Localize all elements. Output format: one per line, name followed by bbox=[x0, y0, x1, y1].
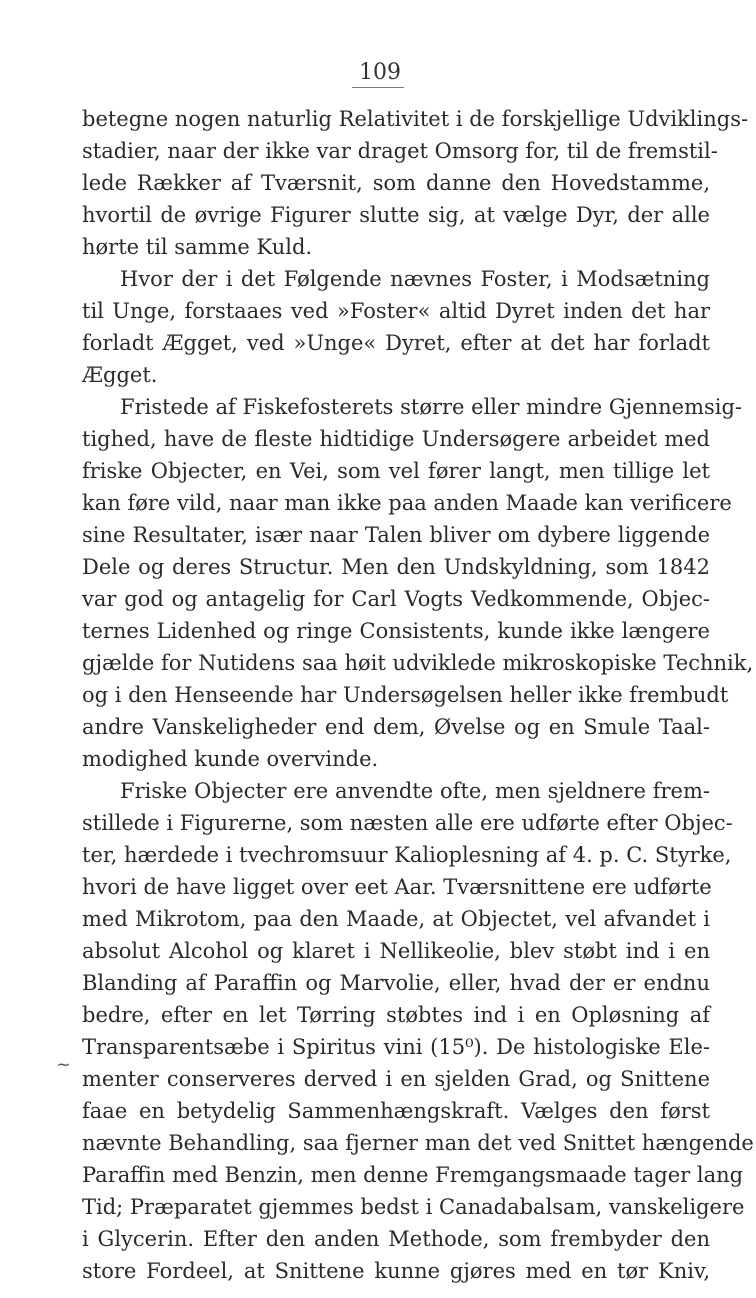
text-line: Blanding af Paraffin og Marvolie, eller, hvad der er endnu bbox=[82, 971, 710, 995]
text-line: ternes Lidenhed og ringe Consistents, kunde ikke længere bbox=[82, 619, 710, 643]
text-line: i Glycerin. Efter den anden Methode, som frembyder den bbox=[82, 1227, 710, 1251]
page-number-underline bbox=[352, 87, 404, 88]
margin-mark: ~ bbox=[56, 1054, 72, 1075]
page-number: 109 bbox=[359, 60, 401, 85]
text-line: lede Rækker af Tværsnit, som danne den Hovedstamme, bbox=[82, 171, 710, 195]
text-line: absolut Alcohol og klaret i Nellikeolie, blev støbt ind i en bbox=[82, 939, 710, 963]
text-line: Fristede af Fiskefosterets større eller mindre Gjennemsig- bbox=[120, 395, 743, 419]
text-line: sine Resultater, især naar Talen bliver om dybere liggende bbox=[82, 523, 710, 547]
text-line: gjælde for Nutidens saa høit udviklede mikroskopiske Technik, bbox=[82, 651, 754, 675]
text-line: andre Vanskeligheder end dem, Øvelse og en Smule Taal- bbox=[82, 715, 710, 739]
text-line: Dele og deres Structur. Men den Undskyldning, som 1842 bbox=[82, 555, 710, 579]
text-line: hvori de have ligget over eet Aar. Tværsnittene ere udførte bbox=[82, 875, 712, 899]
text-line: kan føre vild, naar man ikke paa anden Maade kan verificere bbox=[82, 491, 732, 515]
text-line: store Fordeel, at Snittene kunne gjøres med en tør Kniv, bbox=[82, 1259, 710, 1283]
text-line: med Mikrotom, paa den Maade, at Objectet, vel afvandet i bbox=[82, 907, 710, 931]
text-line: og i den Henseende har Undersøgelsen heller ikke frembudt bbox=[82, 683, 729, 707]
text-line: Paraffin med Benzin, men denne Fremgangsmaade tager lang bbox=[82, 1163, 744, 1187]
text-line: faae en betydelig Sammenhængskraft. Vælges den først bbox=[82, 1099, 710, 1123]
text-line: Transparentsæbe i Spiritus vini (15⁰). De histologiske Ele- bbox=[82, 1035, 710, 1059]
text-line: Friske Objecter ere anvendte ofte, men sjeldnere frem- bbox=[120, 779, 710, 803]
text-line: nævnte Behandling, saa fjerner man det ved Snittet hængende bbox=[82, 1131, 754, 1155]
text-line: menter conserveres derved i en sjelden Grad, og Snittene bbox=[82, 1067, 710, 1091]
text-line: tighed, have de fleste hidtidige Undersøgere arbeidet med bbox=[82, 427, 710, 451]
text-line: bedre, efter en let Tørring støbtes ind i en Opløsning af bbox=[82, 1003, 710, 1027]
text-line: modighed kunde overvinde. bbox=[82, 747, 379, 771]
text-line: Hvor der i det Følgende nævnes Foster, i Modsætning bbox=[120, 267, 710, 291]
text-line: var god og antagelig for Carl Vogts Vedkommende, Objec- bbox=[82, 587, 710, 611]
text-line: friske Objecter, en Vei, som vel fører langt, men tillige let bbox=[82, 459, 710, 483]
text-line: forladt Ægget, ved »Unge« Dyret, efter at det har forladt bbox=[82, 331, 710, 355]
text-line: stillede i Figurerne, som næsten alle ere udførte efter Objec- bbox=[82, 811, 733, 835]
text-line: hørte til samme Kuld. bbox=[82, 235, 313, 259]
text-line: til Unge, forstaaes ved »Foster« altid Dyret inden det har bbox=[82, 299, 710, 323]
text-line: stadier, naar der ikke var draget Omsorg for, til de fremstil- bbox=[82, 139, 718, 163]
text-line: betegne nogen naturlig Relativitet i de forskjellige Udviklings- bbox=[82, 107, 749, 131]
text-line: Ægget. bbox=[82, 363, 158, 387]
text-line: Tid; Præparatet gjemmes bedst i Canadabalsam, vanskeligere bbox=[82, 1195, 745, 1219]
body-text bbox=[82, 103, 754, 1287]
text-line: hvortil de øvrige Figurer slutte sig, at vælge Dyr, der alle bbox=[82, 203, 710, 227]
text-line: ter, hærdede i tvechromsuur Kalioplesning af 4. p. C. Styrke, bbox=[82, 843, 732, 867]
